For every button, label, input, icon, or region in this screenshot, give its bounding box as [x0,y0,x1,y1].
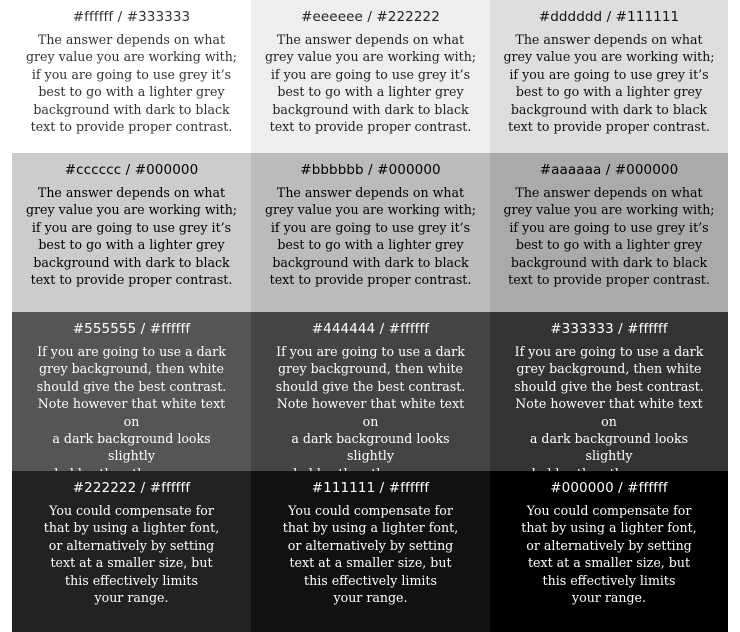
sample-text-line: if you are going to use grey it’s [31,66,232,82]
sample-text-line: best to go with a lighter grey [277,84,464,100]
color-pair-label: #555555 / #ffffff [72,321,191,337]
swatch-cell [251,471,490,632]
swatch-row-4 [12,471,728,632]
swatch-row-1 [12,0,728,153]
sample-text-line: grey value you are working with; [503,202,715,218]
sample-text-line: best to go with a lighter grey [277,237,464,253]
sample-text-line: best to go with a lighter grey [38,237,225,253]
sample-text-line: text to provide proper contrast. [269,272,472,288]
sample-text-line: text at a smaller size, but [527,555,691,571]
sample-text-line: best to go with a lighter grey [38,84,225,100]
color-pair-label: #111111 / #ffffff [311,480,430,496]
swatch-cell [490,153,728,312]
swatch-cell [12,312,251,471]
swatch-cell [490,471,728,632]
sample-text-line: The answer depends on what [515,32,703,47]
sample-paragraph [263,31,479,135]
sample-text-line: Note however that white text on [37,396,226,429]
sample-text-line: The answer depends on what [37,185,226,200]
sample-text-line: text at a smaller size, but [289,555,452,571]
sample-text-line: If you are going to use a dark [276,344,465,359]
sample-text-line: if you are going to use grey it’s [270,66,471,82]
swatch-cell [490,0,728,153]
sample-text-line: background with dark to black [33,254,230,270]
swatch-cell [12,153,251,312]
sample-text-line: this effectively limits [542,572,676,588]
sample-text-line: if you are going to use grey it’s [509,66,709,82]
sample-paragraph [521,502,697,606]
sample-text-line: grey value you are working with; [503,49,715,65]
sample-paragraph [283,502,459,606]
color-pair-label: #ffffff / #333333 [72,9,191,25]
sample-text-line: a dark background looks slightly [291,431,450,464]
swatch-cell [251,153,490,312]
sample-text-line: The answer depends on what [37,32,226,47]
sample-paragraph [263,184,479,288]
sample-paragraph [501,184,717,288]
sample-text-line: Note however that white text on [515,396,703,429]
sample-text-line: text to provide proper contrast. [30,119,233,135]
color-pair-label: #dddddd / #111111 [538,9,680,25]
swatch-cell [12,471,251,632]
sample-text-line: grey value you are working with; [264,202,477,218]
sample-text-line: your range. [94,590,169,606]
swatch-cell [12,0,251,153]
sample-text-line: background with dark to black [272,101,469,117]
sample-text-line: grey value you are working with; [25,202,238,218]
sample-text-line: or alternatively by setting [287,537,454,553]
sample-text-line: Note however that white text on [276,396,465,429]
sample-text-line: You could compensate for [49,503,214,518]
sample-text-line: or alternatively by setting [48,537,215,553]
color-pair-label: #eeeeee / #222222 [301,9,440,25]
sample-text-line: grey background, then white [277,361,464,377]
sample-paragraph [24,184,240,288]
sample-text-line: if you are going to use grey it’s [31,219,232,235]
swatch-grid [12,0,728,632]
sample-paragraph [29,343,235,482]
color-pair-label: #aaaaaa / #000000 [539,162,679,178]
sample-text-line: this effectively limits [65,572,198,588]
sample-text-line: should give the best contrast. [514,378,704,394]
swatch-cell [251,0,490,153]
color-pair-label: #222222 / #ffffff [72,480,191,496]
sample-text-line: grey value you are working with; [25,49,238,65]
color-pair-label: #444444 / #ffffff [311,321,430,337]
color-pair-label: #bbbbbb / #000000 [300,162,441,178]
sample-text-line: background with dark to black [272,254,469,270]
sample-text-line: your range. [333,590,408,606]
swatch-row-2 [12,153,728,312]
sample-text-line: grey background, then white [516,361,702,377]
sample-text-line: If you are going to use a dark [37,344,226,359]
sample-text-line: grey background, then white [38,361,225,377]
sample-text-line: or alternatively by setting [526,537,692,553]
color-pair-label: #333333 / #ffffff [550,321,668,337]
sample-text-line: If you are going to use a dark [514,344,704,359]
sample-text-line: You could compensate for [288,503,453,518]
sample-text-line: text at a smaller size, but [50,555,213,571]
sample-text-line: text to provide proper contrast. [508,272,710,288]
sample-text-line: The answer depends on what [276,32,465,47]
sample-text-line: You could compensate for [526,503,692,518]
sample-text-line: this effectively limits [304,572,437,588]
sample-text-line: should give the best contrast. [275,378,466,394]
sample-text-line: The answer depends on what [515,185,703,200]
sample-text-line: background with dark to black [510,101,708,117]
sample-text-line: a dark background looks slightly [529,431,689,464]
sample-text-line: text to provide proper contrast. [30,272,233,288]
sample-text-line: should give the best contrast. [36,378,227,394]
sample-text-line: that by using a lighter font, [521,520,697,536]
sample-text-line: your range. [572,590,646,606]
sample-text-line: text to provide proper contrast. [508,119,710,135]
sample-text-line: The answer depends on what [276,185,465,200]
color-pair-label: #000000 / #ffffff [550,480,668,496]
sample-paragraph [24,31,240,135]
sample-text-line: background with dark to black [510,254,708,270]
swatch-cell [490,312,728,471]
swatch-row-3 [12,312,728,471]
sample-text-line: that by using a lighter font, [282,520,459,536]
sample-text-line: background with dark to black [33,101,230,117]
sample-text-line: a dark background looks slightly [52,431,211,464]
sample-text-line: best to go with a lighter grey [515,237,703,253]
sample-text-line: that by using a lighter font, [43,520,220,536]
sample-text-line: text to provide proper contrast. [269,119,472,135]
sample-paragraph [506,343,712,482]
sample-text-line: grey value you are working with; [264,49,477,65]
sample-paragraph [268,343,474,482]
color-pair-label: #cccccc / #000000 [64,162,199,178]
sample-text-line: if you are going to use grey it’s [509,219,709,235]
sample-text-line: if you are going to use grey it’s [270,219,471,235]
sample-text-line: best to go with a lighter grey [515,84,703,100]
sample-paragraph [501,31,717,135]
swatch-cell [251,312,490,471]
sample-paragraph [44,502,220,606]
